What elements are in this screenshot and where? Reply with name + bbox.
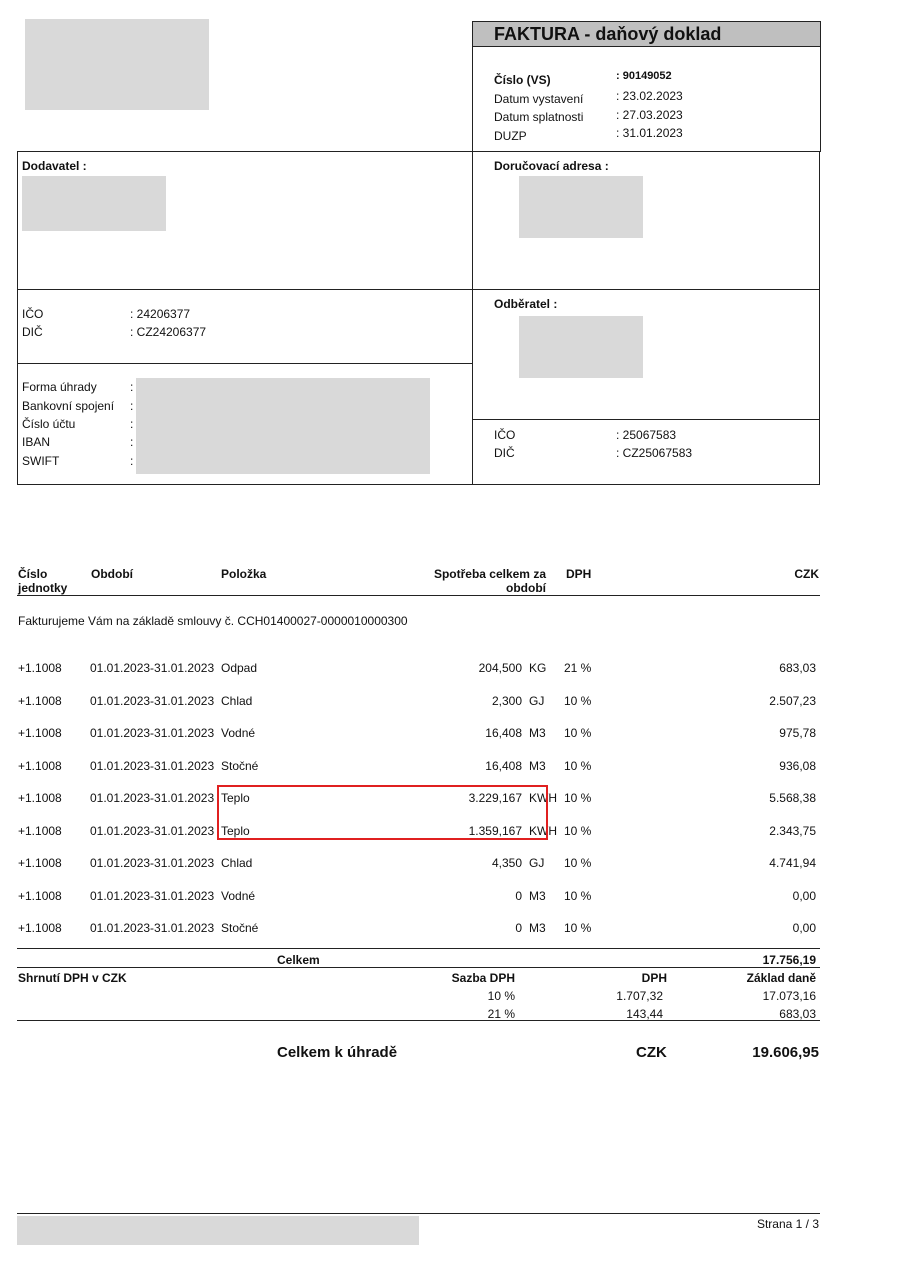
row-unit: +1.1008	[18, 791, 62, 805]
row-vat: 10 %	[564, 694, 592, 708]
grid-line	[472, 419, 820, 420]
row-period: 01.01.2023-31.01.2023	[90, 791, 215, 805]
vat-summary-base: 683,03	[779, 1007, 816, 1021]
row-period: 01.01.2023-31.01.2023	[90, 694, 215, 708]
delivery-title: Doručovací adresa :	[494, 159, 609, 173]
row-uom: M3	[529, 759, 546, 773]
row-uom: GJ	[529, 694, 545, 708]
row-uom: M3	[529, 726, 546, 740]
row-unit: +1.1008	[18, 661, 62, 675]
field-value-datum-vystaveni: : 23.02.2023	[616, 89, 683, 103]
row-quantity: 1.359,167	[468, 824, 522, 838]
vat-summary-title: Shrnutí DPH v CZK	[18, 971, 127, 985]
row-uom: KG	[529, 661, 547, 675]
payment-label-banka: Bankovní spojení	[22, 399, 115, 413]
row-period: 01.01.2023-31.01.2023	[90, 726, 215, 740]
vat-summary-header-base: Základ daně	[746, 971, 816, 985]
row-unit: +1.1008	[18, 889, 62, 903]
row-vat: 10 %	[564, 921, 592, 935]
customer-ico-label: IČO	[494, 428, 516, 442]
row-period: 01.01.2023-31.01.2023	[90, 921, 215, 935]
row-quantity: 0	[515, 921, 522, 935]
row-item: Chlad	[221, 694, 253, 708]
grid-line	[17, 289, 820, 290]
row-unit: +1.1008	[18, 856, 62, 870]
row-unit: +1.1008	[18, 921, 62, 935]
row-item: Teplo	[221, 791, 250, 805]
row-uom: KWH	[529, 824, 557, 838]
field-label-datum-vystaveni: Datum vystavení	[494, 92, 584, 106]
grid-line	[17, 363, 473, 364]
contract-intro: Fakturujeme Vám na základě smlouvy č. CCH01400027-0000010000300	[18, 614, 408, 628]
row-uom: M3	[529, 889, 546, 903]
vat-summary-rate: 10 %	[487, 989, 515, 1003]
row-quantity: 2,300	[491, 694, 522, 708]
row-item: Chlad	[221, 856, 253, 870]
row-unit: +1.1008	[18, 726, 62, 740]
payment-colon: :	[130, 435, 134, 449]
row-period: 01.01.2023-31.01.2023	[90, 889, 215, 903]
vat-summary-vat: 1.707,32	[616, 989, 663, 1003]
row-uom: KWH	[529, 791, 557, 805]
row-vat: 10 %	[564, 824, 592, 838]
row-amount: 0,00	[792, 921, 816, 935]
page-number: Strana 1 / 3	[756, 1217, 819, 1231]
row-quantity: 16,408	[485, 759, 522, 773]
invoice-title: FAKTURA - daňový doklad	[473, 22, 820, 47]
row-vat: 10 %	[564, 791, 592, 805]
supplier-title: Dodavatel :	[22, 159, 87, 173]
table-header-rule	[17, 595, 820, 596]
row-period: 01.01.2023-31.01.2023	[90, 824, 215, 838]
grid-line	[819, 151, 820, 485]
amount-due-label: Celkem k úhradě	[277, 1044, 398, 1061]
row-vat: 21 %	[564, 661, 592, 675]
amount-due-currency: CZK	[636, 1044, 667, 1061]
col-header-period: Období	[91, 567, 133, 581]
row-vat: 10 %	[564, 726, 592, 740]
row-item: Odpad	[221, 661, 258, 675]
celkem-label: Celkem	[277, 953, 320, 967]
row-vat: 10 %	[564, 856, 592, 870]
row-vat: 10 %	[564, 759, 592, 773]
row-amount: 683,03	[779, 661, 816, 675]
supplier-address-redacted	[22, 176, 166, 231]
row-quantity: 3.229,167	[468, 791, 522, 805]
totals-rule-top	[17, 948, 820, 949]
vat-summary-header-vat: DPH	[641, 971, 667, 985]
totals-rule-mid	[17, 967, 820, 968]
payment-label-iban: IBAN	[22, 435, 51, 449]
row-item: Teplo	[221, 824, 250, 838]
row-item: Vodné	[221, 889, 256, 903]
payment-details-redacted	[136, 378, 430, 474]
row-item: Vodné	[221, 726, 256, 740]
row-item: Stočné	[221, 759, 259, 773]
row-uom: M3	[529, 921, 546, 935]
payment-label-forma: Forma úhrady	[22, 380, 97, 394]
col-header-unit: Číslo jednotky	[18, 567, 68, 595]
logo-redacted	[25, 19, 209, 110]
supplier-dic-label: DIČ	[22, 325, 43, 339]
col-header-consumption: Spotřeba celkem za období	[433, 567, 546, 595]
payment-colon: :	[130, 380, 134, 394]
col-header-czk: CZK	[794, 567, 819, 581]
col-header-vat: DPH	[566, 567, 592, 581]
row-quantity: 204,500	[478, 661, 522, 675]
payment-colon: :	[130, 417, 134, 431]
customer-ico-value: : 25067583	[616, 428, 677, 442]
highlight-box	[217, 785, 548, 840]
supplier-dic-value: : CZ24206377	[130, 325, 207, 339]
vat-summary-vat: 143,44	[626, 1007, 663, 1021]
supplier-ico-value: : 24206377	[130, 307, 191, 321]
row-unit: +1.1008	[18, 824, 62, 838]
field-label-duzp: DUZP	[494, 129, 527, 143]
footer-redacted	[17, 1216, 419, 1245]
grid-line	[472, 151, 473, 485]
row-amount: 975,78	[779, 726, 816, 740]
vat-summary-rate: 21 %	[487, 1007, 515, 1021]
row-unit: +1.1008	[18, 759, 62, 773]
payment-colon: :	[130, 399, 134, 413]
row-period: 01.01.2023-31.01.2023	[90, 856, 215, 870]
delivery-address-redacted	[519, 176, 643, 238]
row-item: Stočné	[221, 921, 259, 935]
row-vat: 10 %	[564, 889, 592, 903]
row-quantity: 16,408	[485, 726, 522, 740]
supplier-ico-label: IČO	[22, 307, 44, 321]
row-amount: 936,08	[779, 759, 816, 773]
payment-label-ucet: Číslo účtu	[22, 417, 76, 431]
amount-due-value: 19.606,95	[752, 1044, 819, 1061]
row-period: 01.01.2023-31.01.2023	[90, 759, 215, 773]
field-label-cislo: Číslo (VS)	[494, 73, 551, 87]
row-amount: 0,00	[792, 889, 816, 903]
celkem-value: 17.756,19	[762, 953, 816, 967]
grid-line	[17, 151, 820, 152]
row-amount: 2.343,75	[769, 824, 816, 838]
customer-dic-label: DIČ	[494, 446, 515, 460]
row-amount: 5.568,38	[769, 791, 816, 805]
field-value-datum-splatnosti: : 27.03.2023	[616, 108, 683, 122]
field-value-cislo: : 90149052	[616, 70, 672, 82]
row-uom: GJ	[529, 856, 545, 870]
footer-rule	[17, 1213, 820, 1214]
totals-rule-bottom	[17, 1020, 820, 1021]
customer-address-redacted	[519, 316, 643, 378]
row-amount: 2.507,23	[769, 694, 816, 708]
row-quantity: 4,350	[491, 856, 522, 870]
field-value-duzp: : 31.01.2023	[616, 126, 683, 140]
payment-colon: :	[130, 454, 134, 468]
row-amount: 4.741,94	[769, 856, 816, 870]
col-header-item: Položka	[221, 567, 267, 581]
field-label-datum-splatnosti: Datum splatnosti	[494, 110, 584, 124]
customer-title: Odběratel :	[494, 297, 558, 311]
customer-dic-value: : CZ25067583	[616, 446, 693, 460]
payment-label-swift: SWIFT	[22, 454, 60, 468]
vat-summary-base: 17.073,16	[762, 989, 816, 1003]
row-period: 01.01.2023-31.01.2023	[90, 661, 215, 675]
grid-line	[17, 484, 820, 485]
row-unit: +1.1008	[18, 694, 62, 708]
row-quantity: 0	[515, 889, 522, 903]
vat-summary-header-rate: Sazba DPH	[451, 971, 515, 985]
grid-line	[17, 151, 18, 485]
